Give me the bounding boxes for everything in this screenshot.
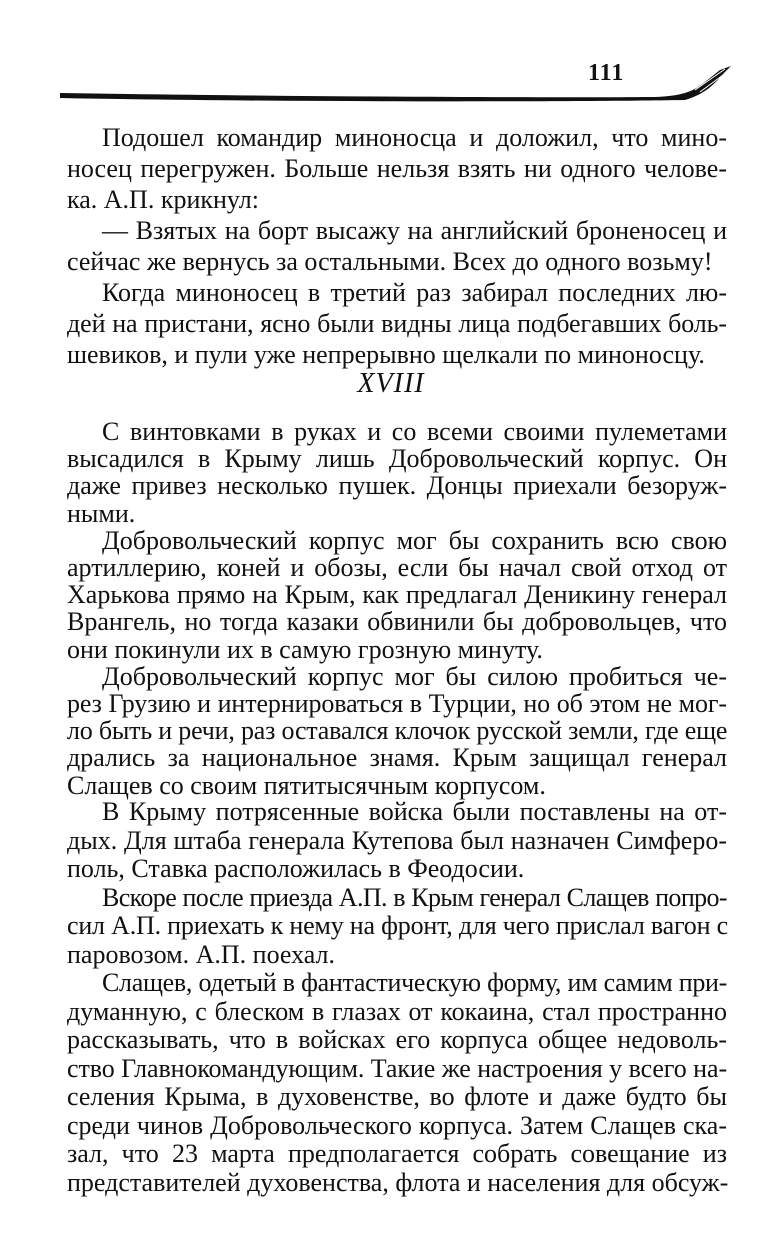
text-line: рез Грузию и интернироваться в Турции, но об этом не мог- bbox=[67, 689, 727, 719]
text-line: поль, Ставка расположилась в Феодосии. bbox=[67, 854, 525, 883]
text-line: Добровольческий корпус мог бы силою пробиться че- bbox=[102, 661, 727, 691]
text-line: ка. А.П. крикнул: bbox=[67, 185, 259, 214]
text-line: дей на пристани, ясно были видны лица подбегавших боль- bbox=[67, 309, 727, 338]
text-line: Добровольческий корпус мог бы сохранить всю свою bbox=[102, 525, 727, 555]
section-heading: XVIII bbox=[357, 368, 425, 399]
paragraph bbox=[67, 663, 727, 799]
text-line: Когда миноносец в третий раз забирал последних лю- bbox=[102, 278, 727, 307]
text-line: — Взятых на борт высажу на английский броненосец и bbox=[102, 216, 727, 245]
text-line: С винтовками в руках и со всеми своими пулеметами bbox=[102, 417, 727, 446]
text-line: Слащев со своим пятитысячным корпусом. bbox=[67, 770, 546, 800]
text-line: они покинули их в самую грозную минуту. bbox=[67, 634, 543, 664]
page-number: 111 bbox=[588, 60, 625, 86]
text-line: В Крыму потрясенные войска были поставлены на от- bbox=[102, 797, 727, 826]
text-line: высадился в Крыму лишь Добровольческий корпус. Он bbox=[67, 444, 727, 474]
text-line: среди чинов Добровольческого корпуса. Затем Слащев ска- bbox=[67, 1110, 727, 1140]
text-line: Подошел командир миноносца и доложил, что мино- bbox=[102, 123, 727, 152]
text-line: артиллерию, коней и обозы, если бы начал свой отход от bbox=[67, 553, 727, 583]
text-line: ными. bbox=[67, 498, 136, 528]
paragraph bbox=[67, 884, 727, 970]
text-block-before-heading bbox=[67, 122, 727, 370]
text-line: дых. Для штаба генерала Кутепова был назначен Симферо- bbox=[67, 825, 727, 855]
paragraph bbox=[67, 527, 727, 663]
paragraph bbox=[67, 215, 727, 277]
text-line: носец перегружен. Больше нельзя взять ни одного челове- bbox=[67, 154, 727, 183]
text-line: дрались за национальное знамя. Крым защищал генерал bbox=[67, 743, 727, 773]
text-line: ство Главнокомандующим. Такие же настроения у всего на- bbox=[67, 1053, 727, 1083]
text-line: зал, что 23 марта предполагается собрать совещание из bbox=[67, 1139, 727, 1168]
paragraph bbox=[67, 798, 727, 884]
text-line: ло быть и речи, раз оставался клочок русской земли, где еще bbox=[67, 716, 728, 746]
paragraph bbox=[67, 122, 727, 215]
text-line: паровозом. А.П. поехал. bbox=[67, 939, 336, 969]
text-line: думанную, с блеском в глазах от кокаина, стал пространно bbox=[67, 996, 727, 1026]
header-rule-flourish bbox=[55, 60, 735, 105]
text-line: Вскоре после приезда А.П. в Крым генерал Слащев попро- bbox=[102, 882, 727, 912]
text-line: представителей духовенства, флота и населения для обсуж- bbox=[67, 1167, 729, 1197]
text-line: даже привез несколько пушек. Донцы приехали безоруж- bbox=[67, 471, 727, 501]
text-block-section-start bbox=[67, 418, 727, 799]
text-line: шевиков, и пули уже непрерывно щелкали по миноносцу. bbox=[67, 340, 705, 369]
text-line: сейчас же вернусь за остальными. Всех до одного возьму! bbox=[67, 247, 713, 276]
text-line: Харькова прямо на Крым, как предлагал Деникину генерал bbox=[67, 580, 727, 610]
text-line: Слащев, одетый в фантастическую форму, им самим при- bbox=[102, 968, 727, 997]
paragraph bbox=[67, 277, 727, 370]
text-line: селения Крыма, в духовенстве, во флоте и даже будто бы bbox=[67, 1082, 727, 1111]
paragraph bbox=[67, 969, 727, 1197]
text-line: рассказывать, что в войсках его корпуса общее недоволь- bbox=[67, 1025, 727, 1054]
text-block-continued bbox=[67, 798, 727, 1197]
text-line: сил А.П. приехать к нему на фронт, для чего прислал вагон с bbox=[67, 911, 728, 940]
text-line: Врангель, но тогда казаки обвинили бы добровольцев, что bbox=[67, 607, 727, 637]
paragraph bbox=[67, 418, 727, 527]
